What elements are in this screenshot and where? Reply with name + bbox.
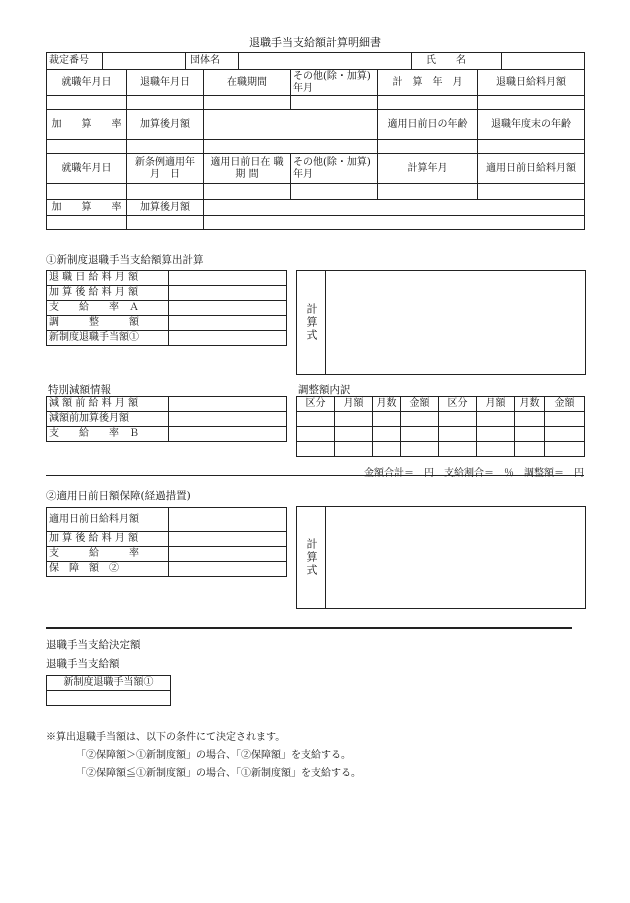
row-label: 支 給 率 [47,547,169,562]
calc-label: 計算式 [305,303,318,342]
decision-value[interactable] [47,691,171,706]
cell[interactable] [378,96,478,110]
adjust-heading: 調整額内訳 [298,384,351,396]
calc-label: 計算式 [305,538,318,577]
section1-table [46,270,287,346]
cell[interactable] [477,412,515,427]
cell[interactable] [204,200,585,216]
note-line: 「②保障額＞①新制度額」の場合、「②保障額」を支給する。 [76,750,351,761]
col-hire-date-2: 就職年月日 [47,154,127,184]
decision-table [46,675,171,706]
cell[interactable] [378,184,478,200]
value-cell[interactable] [169,427,287,442]
cell[interactable] [297,442,335,457]
col-new-ordinance-date: 新条例適用年 月 日 [127,154,204,184]
cell[interactable] [204,184,291,200]
value-cell[interactable] [169,331,287,346]
person-name-field[interactable] [502,53,584,69]
cell[interactable] [378,140,478,154]
header-table [46,52,585,230]
adjust-col: 金額 [545,397,585,412]
section2-heading: ②適用日前日額保障(経過措置) [46,490,191,502]
value-cell[interactable] [169,286,287,301]
value-cell[interactable] [169,412,287,427]
value-cell[interactable] [169,271,287,286]
cell[interactable] [439,442,477,457]
adjust-col: 区分 [297,397,335,412]
person-name-label: 氏 名 [412,53,502,69]
section1-calc-box[interactable] [296,270,586,375]
special-heading: 特別減額情報 [48,384,111,396]
cell[interactable] [291,184,378,200]
row-label: 加 算 後 給 料 月 額 [47,286,169,301]
col-calc-months-2: 計算年月 [378,154,478,184]
decision-no-label: 裁定番号 [47,53,103,69]
value-cell[interactable] [169,562,287,577]
cell[interactable] [127,184,204,200]
decision-label: 新制度退職手当額① [47,676,171,691]
page-title: 退職手当支給額計算明細書 [249,36,381,49]
adjust-col: 月額 [477,397,515,412]
col-pre-date-salary: 適用日前日給料月額 [478,154,585,184]
org-name-label: 団体名 [186,53,239,69]
cell[interactable] [204,216,585,230]
row-label: 適用日前日給料月額 [47,508,169,532]
col-add-rate: 加 算 率 [47,110,127,140]
cell[interactable] [477,442,515,457]
section1-heading: ①新制度退職手当支給額算出計算 [46,254,204,266]
special-table [46,396,287,442]
cell[interactable] [127,216,204,230]
col-hire-date: 就職年月日 [47,70,127,96]
payment-heading: 退職手当支給額 [46,658,120,670]
cell[interactable] [478,184,585,200]
cell[interactable] [373,442,401,457]
cell[interactable] [47,184,127,200]
cell[interactable] [297,427,335,442]
adjust-col: 月数 [515,397,545,412]
decision-heading: 退職手当支給決定額 [46,639,141,651]
adjust-col: 金額 [401,397,439,412]
col-other-months-2: その他(除・加算)年月 [291,154,378,184]
divider [46,475,584,476]
org-name-field[interactable] [239,53,412,69]
adjust-summary: 金額合計＝ 円 支給割合＝ ％ 調整額＝ 円 [364,468,584,479]
row-label: 加 算 後 給 料 月 額 [47,532,169,547]
col-retire-date: 退職年月日 [127,70,204,96]
cell[interactable] [515,412,545,427]
value-cell[interactable] [169,397,287,412]
adjust-col: 月数 [373,397,401,412]
cell[interactable] [545,412,585,427]
cell[interactable] [297,412,335,427]
row-label: 新制度退職手当額① [47,331,169,346]
section2-table [46,507,287,577]
value-cell[interactable] [169,508,287,532]
col-add-rate-2: 加 算 率 [47,200,127,216]
cell[interactable] [291,96,378,110]
cell[interactable] [335,427,373,442]
divider [46,627,572,629]
value-cell[interactable] [169,547,287,562]
col-calc-months: 計 算 年 月 [378,70,478,96]
cell[interactable] [127,140,204,154]
cell[interactable] [477,427,515,442]
cell[interactable] [373,412,401,427]
note-line: 「②保障額≦①新制度額」の場合、「①新制度額」を支給する。 [76,768,361,779]
section2-calc-box[interactable] [296,506,586,609]
cell[interactable] [401,427,439,442]
cell[interactable] [204,96,291,110]
row-label: 支 給 率 Ｂ [47,427,169,442]
note-line: ※算出退職手当額は、以下の条件にて決定されます。 [46,732,286,743]
row-label: 保 障 額 ② [47,562,169,577]
col-age-pre-date: 適用日前日の年齢 [378,110,478,140]
value-cell[interactable] [169,316,287,331]
col-retire-salary: 退職日給料月額 [478,70,585,96]
cell[interactable] [47,96,127,110]
col-post-add-monthly: 加算後月額 [127,110,204,140]
cell[interactable] [478,96,585,110]
cell[interactable] [439,427,477,442]
cell[interactable] [545,442,585,457]
row-label: 減額前加算後月額 [47,412,169,427]
row-label: 退 職 日 給 料 月 額 [47,271,169,286]
cell[interactable] [335,412,373,427]
row-label: 支 給 率 Ａ [47,301,169,316]
cell[interactable] [545,427,585,442]
cell[interactable] [373,427,401,442]
cell[interactable] [47,216,127,230]
cell[interactable] [127,96,204,110]
col-pre-date-service: 適用日前日在 職 期 間 [204,154,291,184]
row-label: 調 整 額 [47,316,169,331]
col-post-add-monthly-2: 加算後月額 [127,200,204,216]
cell[interactable] [401,412,439,427]
adjust-col: 区分 [439,397,477,412]
cell[interactable] [204,140,378,154]
value-cell[interactable] [169,301,287,316]
cell[interactable] [515,427,545,442]
cell[interactable] [439,412,477,427]
cell[interactable] [204,110,378,140]
cell[interactable] [401,442,439,457]
cell[interactable] [478,140,585,154]
col-other-months: その他(除・加算)年月 [291,70,378,96]
row-label: 減 額 前 給 料 月 額 [47,397,169,412]
cell[interactable] [335,442,373,457]
cell[interactable] [515,442,545,457]
col-age-fiscal-end: 退職年度末の年齢 [478,110,585,140]
value-cell[interactable] [169,532,287,547]
cell[interactable] [47,140,127,154]
decision-no-field[interactable] [103,53,186,69]
col-service-period: 在職期間 [204,70,291,96]
adjust-col: 月額 [335,397,373,412]
adjust-table [296,396,585,457]
